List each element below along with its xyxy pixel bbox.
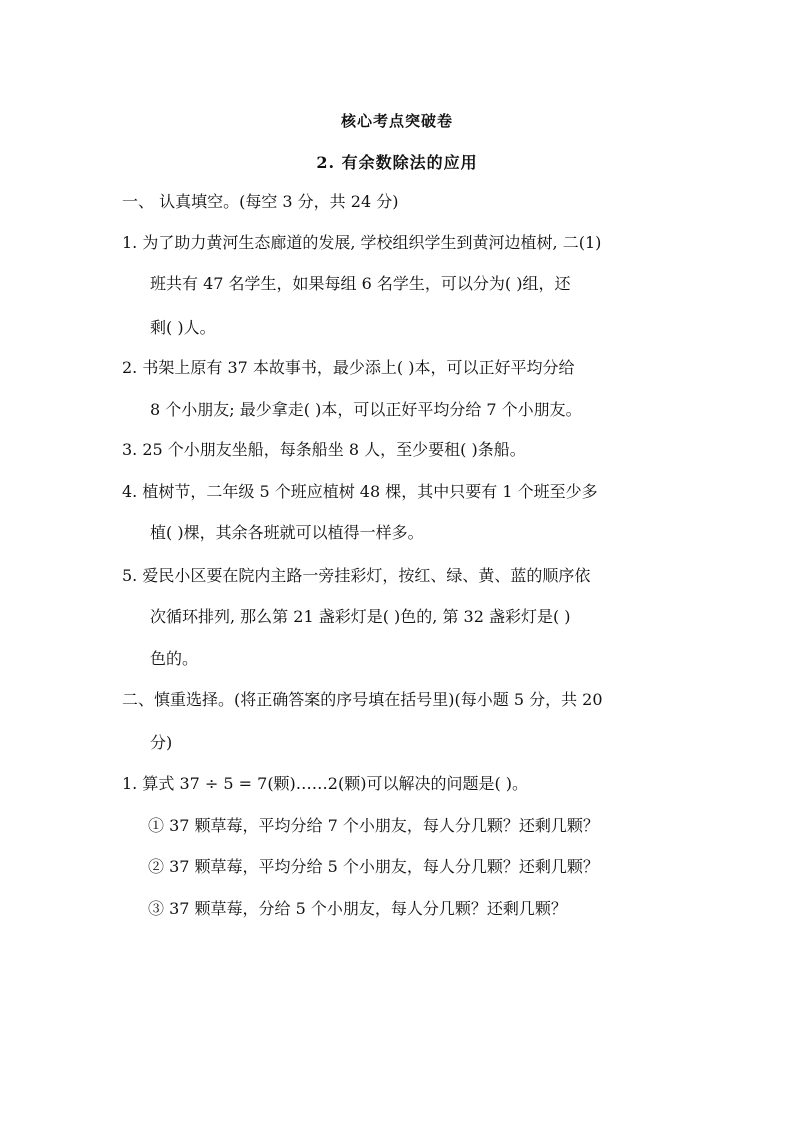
choice-option-1: ① 37 颗草莓，平均分给 7 个小朋友，每人分几颗？还剩几颗？	[148, 816, 599, 835]
choice-option-2: ② 37 颗草莓，平均分给 5 个小朋友，每人分几颗？还剩几颗？	[148, 857, 599, 876]
choice-option-3: ③ 37 颗草莓，分给 5 个小朋友，每人分几颗？还剩几颗？	[148, 899, 567, 918]
section2-heading-line-1: 二、慎重选择。(将正确答案的序号填在括号里)(每小题 5 分，共 20	[122, 690, 603, 709]
page-title: 核心考点突破卷	[340, 112, 453, 130]
section1-heading: 一、 认真填空。(每空 3 分，共 24 分)	[122, 192, 399, 211]
section2-heading-line-2: 分)	[150, 733, 173, 752]
question-4-line-2: 植( )棵，其余各班就可以植得一样多。	[150, 523, 424, 542]
question-5-line-2: 次循环排列, 那么第 21 盏彩灯是( )色的, 第 32 盏彩灯是( )	[150, 607, 571, 626]
choice-question-1-stem: 1. 算式 37 ÷ 5 = 7(颗)……2(颗)可以解决的问题是( )。	[122, 774, 529, 793]
question-5-line-3: 色的。	[150, 649, 199, 668]
question-3-line-1: 3. 25 个小朋友坐船，每条船坐 8 人，至少要租( )条船。	[122, 440, 526, 459]
question-4-line-1: 4. 植树节，二年级 5 个班应植树 48 棵，其中只要有 1 个班至少多	[122, 482, 598, 501]
question-1-line-3: 剩( )人。	[150, 318, 216, 337]
question-5-line-1: 5. 爱民小区要在院内主路一旁挂彩灯，按红、绿、黄、蓝的顺序依	[122, 566, 591, 585]
question-2-line-1: 2. 书架上原有 37 本故事书，最少添上( )本，可以正好平均分给	[122, 358, 575, 377]
page-subtitle: 2. 有余数除法的应用	[316, 153, 478, 172]
question-2-line-2: 8 个小朋友; 最少拿走( )本，可以正好平均分给 7 个小朋友。	[150, 400, 582, 419]
question-1-line-2: 班共有 47 名学生，如果每组 6 名学生，可以分为( )组，还	[150, 274, 571, 293]
question-1-line-1: 1. 为了助力黄河生态廊道的发展, 学校组织学生到黄河边植树, 二(1)	[122, 233, 602, 252]
